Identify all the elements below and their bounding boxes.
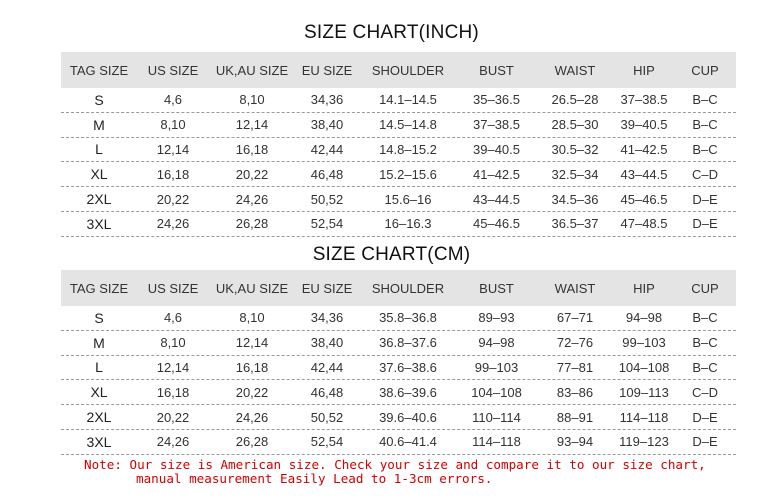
table-cell: 24,26 xyxy=(156,216,190,232)
table-row xyxy=(61,430,736,455)
table-cell: 39–40.5 xyxy=(620,117,668,133)
table-cell: C–D xyxy=(691,166,718,182)
column-header: HIP xyxy=(633,62,655,78)
table-cell: 46,48 xyxy=(310,166,344,182)
column-header: SHOULDER xyxy=(371,62,445,78)
column-header: UK,AU SIZE xyxy=(215,280,289,296)
table-cell: D–E xyxy=(692,191,718,207)
table-row xyxy=(61,138,736,163)
table-cell: 20,22 xyxy=(156,409,190,425)
table-cell: 43–44.5 xyxy=(473,191,520,207)
cm-chart-title: SIZE CHART(CM) xyxy=(312,244,471,265)
column-header: CUP xyxy=(691,62,719,78)
size-note-line-2: manual measurement Easily Lead to 1-3cm errors. xyxy=(136,471,493,486)
table-row xyxy=(61,88,736,113)
table-cell: L xyxy=(95,141,103,158)
table-cell: 8,10 xyxy=(160,117,186,133)
size-note-line-1: Note: Our size is American size. Check your size and compare it to our size chart, xyxy=(84,457,706,472)
table-cell: 14.5–14.8 xyxy=(379,117,437,133)
size-note xyxy=(84,458,754,486)
inch-size-table xyxy=(61,52,736,237)
table-cell: 42,44 xyxy=(310,141,344,157)
table-cell: 4,6 xyxy=(163,92,183,108)
table-cell: 41–42.5 xyxy=(620,141,668,157)
table-cell: 39–40.5 xyxy=(473,141,520,157)
table-row xyxy=(61,380,736,405)
table-cell: B–C xyxy=(692,359,718,375)
column-header: UK,AU SIZE xyxy=(215,62,289,78)
table-cell: S xyxy=(94,309,104,326)
table-cell: 3XL xyxy=(86,215,112,232)
table-cell: 16,18 xyxy=(235,359,269,375)
inch-chart-title: SIZE CHART(INCH) xyxy=(304,22,479,43)
table-cell: 26,28 xyxy=(235,216,269,232)
table-cell: 114–118 xyxy=(472,434,521,450)
column-header: EU SIZE xyxy=(301,62,353,78)
table-row xyxy=(61,306,736,331)
table-cell: 24,26 xyxy=(156,434,190,450)
table-cell: 16,18 xyxy=(235,141,269,157)
table-cell: 4,6 xyxy=(163,310,183,326)
table-cell: 42,44 xyxy=(310,359,344,375)
table-row xyxy=(61,331,736,356)
column-header: SHOULDER xyxy=(371,280,445,296)
table-cell: 36.5–37 xyxy=(551,216,599,232)
table-cell: M xyxy=(93,334,105,351)
table-cell: 93–94 xyxy=(556,434,594,450)
table-cell: 12,14 xyxy=(235,117,269,133)
table-cell: 35–36.5 xyxy=(473,92,520,108)
table-cell: C–D xyxy=(691,384,718,400)
table-cell: 35.8–36.8 xyxy=(379,310,437,326)
table-cell: 32.5–34 xyxy=(551,166,599,182)
table-cell: 3XL xyxy=(86,433,112,450)
table-cell: 110–114 xyxy=(472,409,521,425)
table-cell: 8,10 xyxy=(239,310,265,326)
column-header: EU SIZE xyxy=(301,280,353,296)
table-cell: D–E xyxy=(692,409,718,425)
table-cell: 119–123 xyxy=(619,434,669,450)
table-cell: 16–16.3 xyxy=(384,216,432,232)
table-cell: B–C xyxy=(692,335,718,351)
table-cell: 15.2–15.6 xyxy=(379,166,437,182)
cm-header-row xyxy=(61,270,736,306)
table-cell: 8,10 xyxy=(160,335,186,351)
table-cell: XL xyxy=(90,166,108,183)
table-cell: 36.8–37.6 xyxy=(379,335,437,351)
table-cell: 52,54 xyxy=(310,216,344,232)
column-header: TAG SIZE xyxy=(69,62,129,78)
table-cell: 99–103 xyxy=(474,359,519,375)
table-cell: B–C xyxy=(692,92,718,108)
table-cell: 94–98 xyxy=(478,335,515,351)
column-header: TAG SIZE xyxy=(69,280,129,296)
table-cell: 46,48 xyxy=(310,384,344,400)
table-cell: 114–118 xyxy=(619,409,669,425)
table-cell: 20,22 xyxy=(156,191,190,207)
table-cell: 38.6–39.6 xyxy=(379,384,437,400)
table-cell: B–C xyxy=(692,310,718,326)
table-row xyxy=(61,113,736,138)
table-cell: 99–103 xyxy=(622,335,666,351)
table-cell: 30.5–32 xyxy=(551,141,599,157)
table-cell: 34,36 xyxy=(310,92,344,108)
table-cell: 52,54 xyxy=(310,434,344,450)
cm-size-table xyxy=(61,270,736,455)
table-row xyxy=(61,405,736,430)
table-cell: 89–93 xyxy=(478,310,515,326)
table-cell: 2XL xyxy=(86,191,112,208)
table-cell: 109–113 xyxy=(619,384,669,400)
column-header: US SIZE xyxy=(147,62,199,78)
table-cell: 45–46.5 xyxy=(620,191,668,207)
column-header: US SIZE xyxy=(147,280,199,296)
table-cell: 50,52 xyxy=(310,191,344,207)
table-cell: B–C xyxy=(692,117,718,133)
table-cell: D–E xyxy=(692,434,718,450)
table-cell: 77–81 xyxy=(556,359,594,375)
table-cell: 50,52 xyxy=(310,409,344,425)
table-row xyxy=(61,162,736,187)
table-cell: 16,18 xyxy=(156,166,190,182)
table-cell: 41–42.5 xyxy=(473,166,520,182)
column-header: HIP xyxy=(633,280,655,296)
table-cell: 72–76 xyxy=(556,335,594,351)
table-cell: 45–46.5 xyxy=(473,216,520,232)
column-header: CUP xyxy=(691,280,719,296)
table-cell: 40.6–41.4 xyxy=(379,434,437,450)
table-cell: 20,22 xyxy=(235,384,269,400)
table-cell: 37.6–38.6 xyxy=(379,359,437,375)
table-cell: 38,40 xyxy=(310,117,344,133)
table-cell: 88–91 xyxy=(556,409,594,425)
table-cell: 37–38.5 xyxy=(620,92,668,108)
table-cell: 2XL xyxy=(86,409,112,426)
table-cell: 104–108 xyxy=(618,359,670,375)
table-cell: 8,10 xyxy=(239,92,265,108)
table-cell: B–C xyxy=(692,141,718,157)
table-cell: 26,28 xyxy=(235,434,269,450)
table-cell: 28.5–30 xyxy=(551,117,599,133)
inch-header-row xyxy=(61,52,736,88)
table-row xyxy=(61,187,736,212)
table-cell: M xyxy=(93,116,105,133)
table-cell: 38,40 xyxy=(310,335,344,351)
table-cell: XL xyxy=(90,384,108,401)
table-cell: 34,36 xyxy=(310,310,344,326)
table-cell: 24,26 xyxy=(235,191,269,207)
column-header: BUST xyxy=(479,280,514,296)
table-cell: 47–48.5 xyxy=(620,216,668,232)
table-cell: 43–44.5 xyxy=(620,166,668,182)
table-cell: 15.6–16 xyxy=(384,191,432,207)
table-cell: 12,14 xyxy=(156,141,190,157)
table-cell: 24,26 xyxy=(235,409,269,425)
table-cell: 94–98 xyxy=(625,310,663,326)
table-cell: 83–86 xyxy=(556,384,594,400)
table-row xyxy=(61,356,736,381)
table-cell: 14.1–14.5 xyxy=(379,92,437,108)
table-cell: 26.5–28 xyxy=(551,92,599,108)
table-cell: 20,22 xyxy=(235,166,269,182)
table-cell: 34.5–36 xyxy=(551,191,599,207)
table-cell: 12,14 xyxy=(156,359,190,375)
table-cell: L xyxy=(95,359,103,376)
table-cell: 104–108 xyxy=(471,384,522,400)
table-cell: 37–38.5 xyxy=(473,117,520,133)
column-header: WAIST xyxy=(554,280,596,296)
table-cell: 67–71 xyxy=(556,310,594,326)
table-cell: 14.8–15.2 xyxy=(379,141,437,157)
table-row xyxy=(61,212,736,237)
table-cell: S xyxy=(94,91,104,108)
column-header: BUST xyxy=(479,62,514,78)
table-cell: 12,14 xyxy=(235,335,269,351)
table-cell: 16,18 xyxy=(156,384,190,400)
column-header: WAIST xyxy=(554,62,596,78)
table-cell: D–E xyxy=(692,216,718,232)
table-cell: 39.6–40.6 xyxy=(379,409,437,425)
